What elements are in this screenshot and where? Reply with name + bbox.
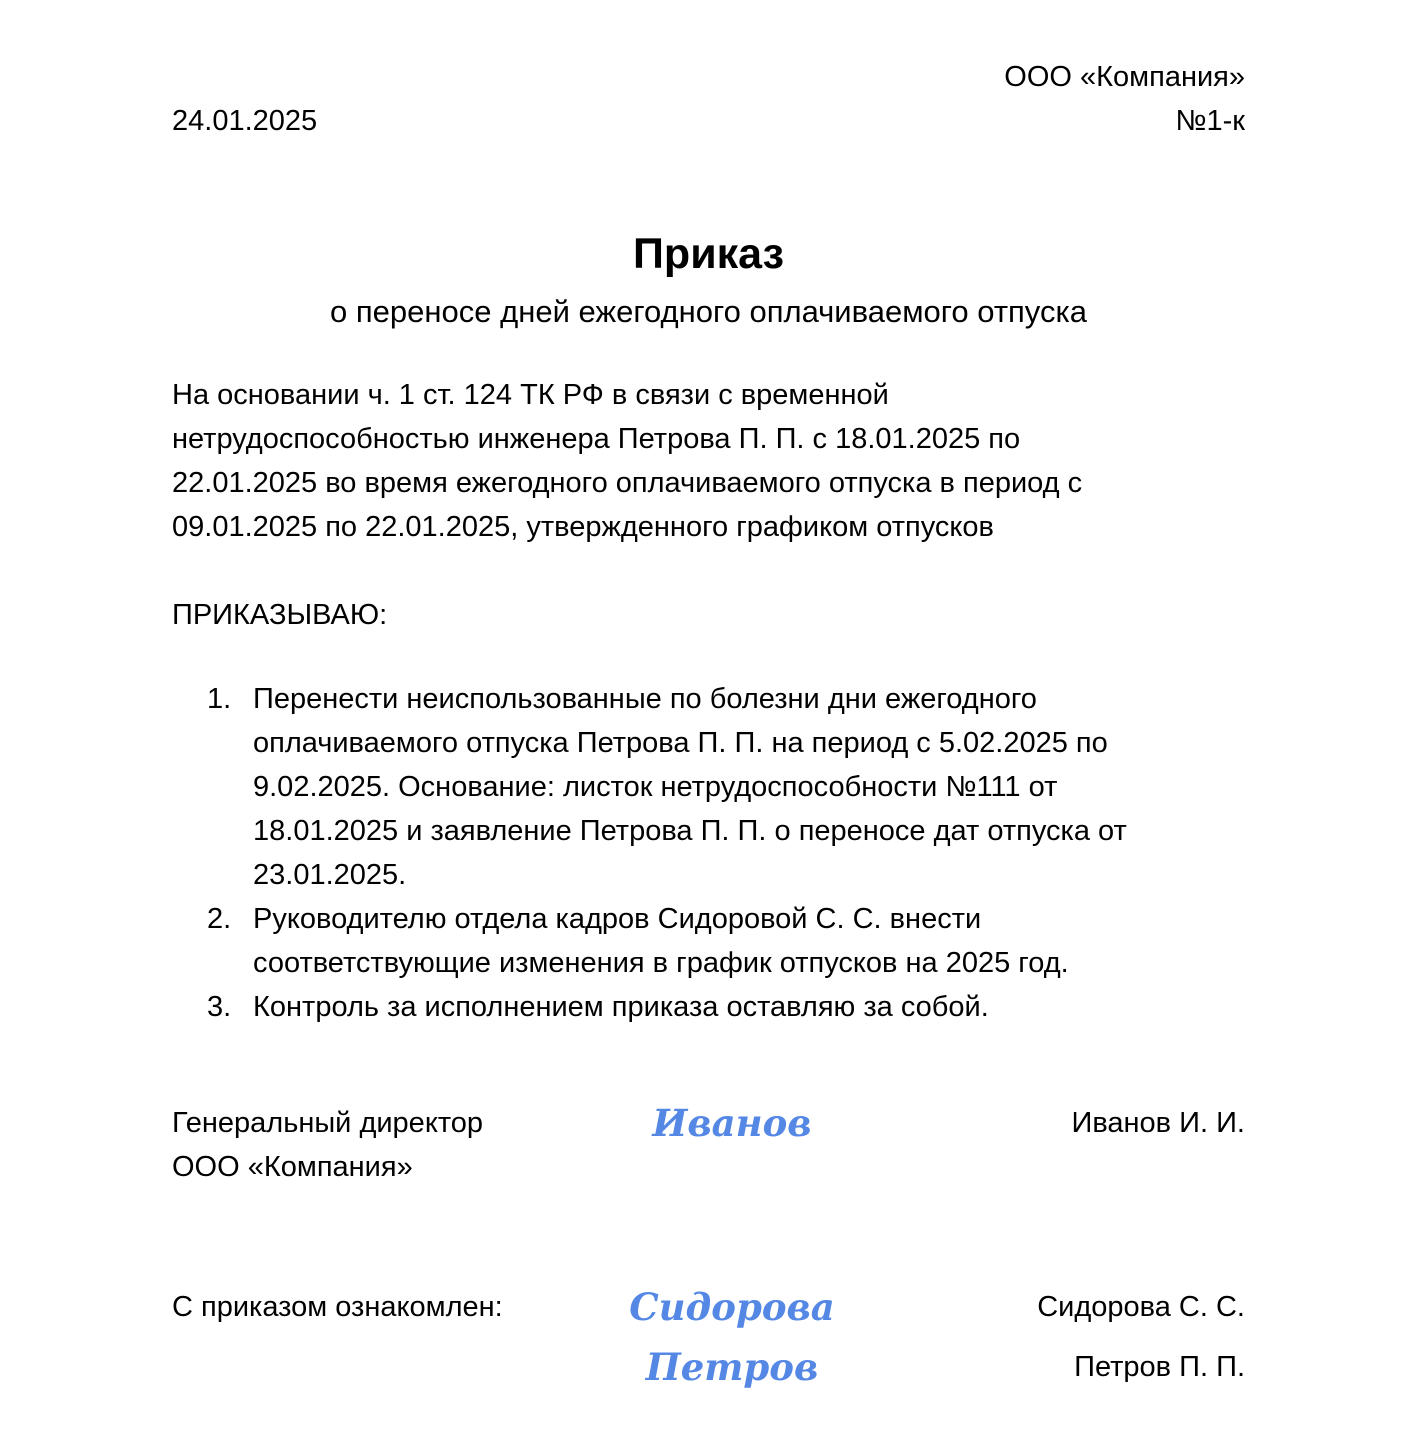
director-company: ООО «Компания»: [172, 1151, 413, 1183]
order-item-line: оплачиваемого отпуска Петрова П. П. на период с 5.02.2025 по: [253, 727, 1108, 759]
director-printed-name: Иванов И. И.: [1071, 1107, 1245, 1139]
acknowledgement-label: С приказом ознакомлен:: [172, 1291, 503, 1323]
order-item-line: 18.01.2025 и заявление Петрова П. П. о переносе дат отпуска от: [253, 815, 1127, 847]
petrov-acknowledgement-row: [172, 1345, 1245, 1389]
order-item-3: [172, 985, 1245, 1029]
sidorova-printed-name: Сидорова С. С.: [1037, 1291, 1245, 1323]
document-subtitle: о переносе дней ежегодного оплачиваемого отпуска: [330, 294, 1087, 329]
item-number: 3.: [207, 991, 232, 1023]
preamble-line: На основании ч. 1 ст. 124 ТК РФ в связи с временной: [172, 379, 889, 411]
petrov-printed-name: Петров П. П.: [1074, 1351, 1245, 1383]
order-item-line: Контроль за исполнением приказа оставляю за собой.: [253, 991, 989, 1023]
order-item-line: 23.01.2025.: [253, 859, 407, 891]
director-signature-row: [172, 1101, 1245, 1189]
order-item-line: соответствующие изменения в график отпусков на 2025 год.: [253, 947, 1069, 979]
preamble-line: 09.01.2025 по 22.01.2025, утвержденного графиком отпусков: [172, 511, 994, 543]
sidorova-handwritten-signature: Сидорова: [629, 1285, 835, 1329]
petrov-handwritten-signature: Петров: [645, 1345, 819, 1389]
document-date: 24.01.2025: [172, 105, 318, 137]
document-number: №1-к: [1175, 105, 1245, 137]
date-number-row: [172, 99, 1245, 143]
order-item-2: [172, 897, 1245, 985]
ivanov-handwritten-signature: Иванов: [652, 1101, 812, 1145]
company-name-header: ООО «Компания»: [1004, 61, 1245, 93]
sidorova-acknowledgement-row: [172, 1285, 1245, 1329]
order-heading: ПРИКАЗЫВАЮ:: [172, 599, 388, 631]
order-item-line: 9.02.2025. Основание: листок нетрудоспособности №111 от: [253, 771, 1058, 803]
document-title: Приказ: [633, 230, 784, 278]
order-list: [172, 677, 1245, 1029]
director-role: Генеральный директор: [172, 1107, 484, 1139]
order-item-line: Руководителю отдела кадров Сидоровой С. С. внести: [253, 903, 982, 935]
preamble-line: 22.01.2025 во время ежегодного оплачиваемого отпуска в период с: [172, 467, 1083, 499]
order-item-1: [172, 677, 1245, 897]
preamble-paragraph: [172, 373, 1245, 549]
item-number: 1.: [207, 683, 232, 715]
director-role-block: [172, 1101, 602, 1189]
preamble-line: нетрудоспособностью инженера Петрова П. П. с 18.01.2025 по: [172, 423, 1021, 455]
item-number: 2.: [207, 903, 232, 935]
acknowledgement-label-block: [172, 1285, 602, 1329]
order-item-line: Перенести неиспользованные по болезни дни ежегодного: [253, 683, 1037, 715]
